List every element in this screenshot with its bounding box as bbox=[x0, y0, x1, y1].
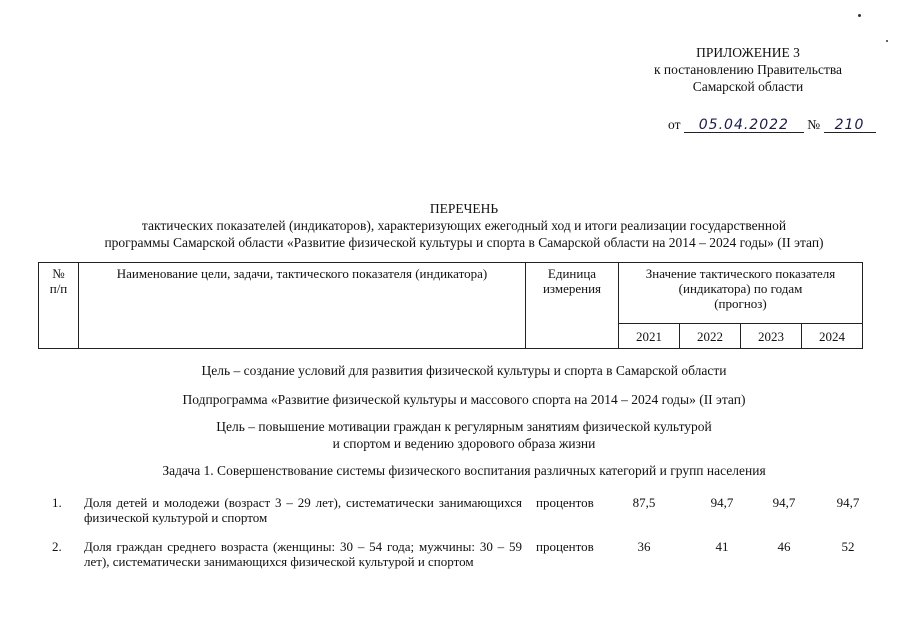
title-heading: ПЕРЕЧЕНЬ bbox=[429, 201, 499, 216]
document-title bbox=[40, 200, 888, 251]
row-number: 1. bbox=[52, 495, 62, 510]
year-2023-header: 2023 bbox=[741, 324, 802, 349]
col-name-header: Наименование цели, задачи, тактического показателя (индикатора) bbox=[79, 263, 526, 349]
col-unit-line-1: Единица bbox=[547, 266, 597, 281]
indicator-name: Доля граждан среднего возраста (женщины: 30 – 54 года; мужчины: 30 – 59 лет), систематически занимающихся физической культурой и спортом bbox=[84, 539, 522, 569]
value-2022: 41 bbox=[715, 539, 729, 554]
appendix-title: ПРИЛОЖЕНИЕ 3 bbox=[696, 45, 800, 60]
value-2021: 87,5 bbox=[632, 495, 656, 510]
row-number: 2. bbox=[52, 539, 62, 554]
col-num-line-2: п/п bbox=[49, 281, 68, 296]
resolution-date-line bbox=[668, 117, 876, 133]
appendix-line-2: к постановлению Правительства bbox=[653, 62, 843, 77]
col-values-line-2: (индикатора) по годам bbox=[678, 281, 803, 296]
subgoal-heading-line-1: Цель – повышение мотивации граждан к регулярным занятиям физической культурой bbox=[216, 419, 712, 434]
year-2021-header: 2021 bbox=[619, 324, 680, 349]
title-line-2: программы Самарской области «Развитие физической культуры и спорта в Самарской области на 2014 – 2024 годы» (II этап) bbox=[104, 235, 824, 250]
title-line-1: тактических показателей (индикаторов), характеризующих ежегодный ход и итоги реализации государственной bbox=[141, 218, 787, 233]
col-num-line-1: № bbox=[52, 266, 65, 281]
col-unit-header bbox=[526, 263, 619, 349]
col-unit-line-2: измерения bbox=[542, 281, 602, 296]
resolution-number: 210 bbox=[824, 118, 876, 133]
appendix-line-3: Самарской области bbox=[692, 79, 804, 94]
resolution-date: 05.04.2022 bbox=[684, 118, 804, 133]
goal-heading: Цель – создание условий для развития физической культуры и спорта в Самарской области bbox=[201, 363, 727, 378]
value-2023: 46 bbox=[777, 539, 791, 554]
indicator-name: Доля детей и молодежи (возраст 3 – 29 лет), систематически занимающихся физической культурой и спортом bbox=[84, 495, 522, 525]
col-num-header bbox=[39, 263, 79, 349]
number-sign: № bbox=[807, 117, 821, 132]
date-prefix: от bbox=[668, 117, 681, 132]
appendix-block bbox=[623, 44, 873, 95]
value-2022: 94,7 bbox=[710, 495, 734, 510]
indicator-unit: процентов bbox=[536, 539, 594, 554]
task-1-heading: Задача 1. Совершенствование системы физического воспитания различных категорий и групп населения bbox=[162, 463, 766, 478]
scan-speck bbox=[886, 40, 888, 42]
subgoal-heading-line-2: и спортом и ведению здорового образа жизни bbox=[332, 436, 596, 451]
value-2021: 36 bbox=[637, 539, 651, 554]
year-2022-header: 2022 bbox=[680, 324, 741, 349]
value-2023: 94,7 bbox=[772, 495, 796, 510]
value-2024: 52 bbox=[841, 539, 855, 554]
scan-speck bbox=[858, 14, 861, 17]
subprogram-heading: Подпрограмма «Развитие физической культуры и массового спорта на 2014 – 2024 годы» (II этап) bbox=[182, 392, 746, 407]
year-2024-header: 2024 bbox=[802, 324, 863, 349]
value-2024: 94,7 bbox=[836, 495, 860, 510]
col-values-header bbox=[619, 263, 863, 324]
indicator-unit: процентов bbox=[536, 495, 594, 510]
col-values-line-1: Значение тактического показателя bbox=[645, 266, 836, 281]
col-values-line-3: (прогноз) bbox=[714, 296, 767, 311]
indicator-table-header bbox=[38, 262, 863, 349]
